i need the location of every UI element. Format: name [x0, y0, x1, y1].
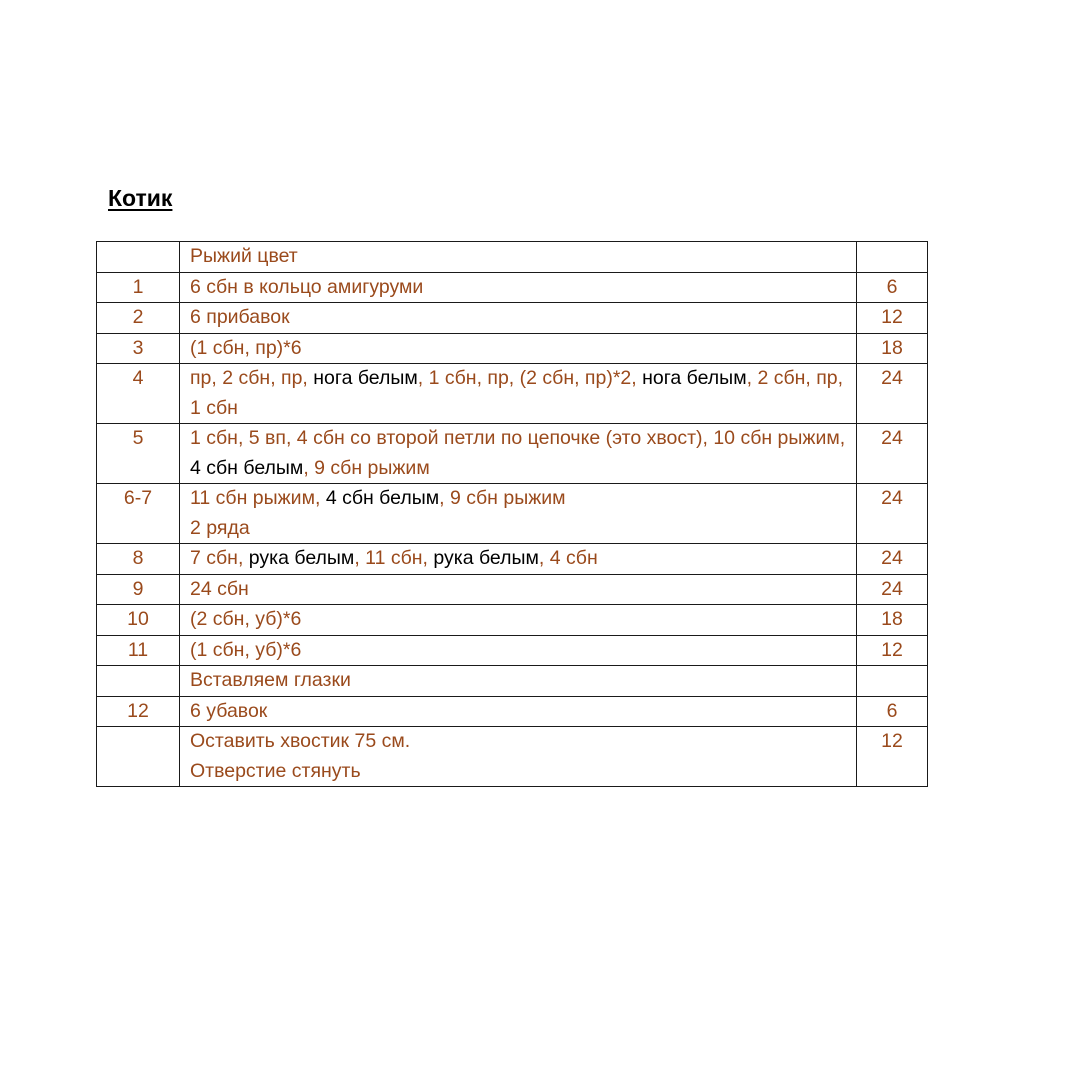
stitch-count-cell: 18 [857, 333, 928, 364]
instruction-cell [180, 635, 857, 666]
instruction-cell [180, 484, 857, 544]
orange-yarn-text: 6 убавок [190, 699, 268, 722]
orange-yarn-text: , 4 сбн [538, 547, 598, 569]
table-row [97, 242, 928, 273]
stitch-count-cell: 24 [857, 364, 928, 424]
stitch-count-cell [857, 666, 928, 697]
white-yarn-text: нога белым [313, 367, 418, 389]
orange-yarn-text: (2 сбн, уб)*6 [190, 608, 302, 630]
orange-yarn-text: 6 прибавок [190, 306, 290, 328]
row-number-cell [97, 666, 180, 697]
table-row [97, 666, 928, 697]
row-number-cell: 3 [97, 333, 180, 364]
stitch-count-cell: 18 [857, 605, 928, 636]
instruction-cell [180, 364, 857, 424]
row-number-cell: 9 [97, 574, 180, 605]
orange-yarn-text: , 9 сбн рыжим [439, 487, 566, 509]
orange-yarn-text: 2 ряда [190, 516, 250, 539]
orange-yarn-text: 6 сбн в кольцо амигуруми [190, 275, 424, 298]
instruction-cell [180, 544, 857, 575]
stitch-count-cell: 24 [857, 574, 928, 605]
stitch-count-cell: 24 [857, 544, 928, 575]
stitch-count-cell: 12 [857, 303, 928, 334]
orange-yarn-text: 1 сбн, 5 вп, 4 сбн со второй петли по цепочке (это хвост), 10 сбн рыжим, [190, 427, 846, 449]
instruction-cell [180, 574, 857, 605]
white-yarn-text: 4 сбн белым [190, 456, 304, 479]
table-row [97, 544, 928, 575]
row-number-cell: 12 [97, 696, 180, 727]
orange-yarn-text: , 9 сбн рыжим [303, 456, 430, 479]
instruction-cell [180, 666, 857, 697]
white-yarn-text: рука белым [248, 547, 355, 569]
stitch-count-cell: 6 [857, 272, 928, 303]
instruction-cell [180, 303, 857, 334]
orange-yarn-text: , 1 сбн, пр, (2 сбн, пр)*2, [417, 367, 643, 389]
orange-yarn-text: (1 сбн, уб)*6 [190, 638, 302, 661]
table-row [97, 696, 928, 727]
instruction-cell [180, 242, 857, 273]
table-row [97, 303, 928, 334]
pattern-table [96, 241, 928, 787]
row-number-cell: 8 [97, 544, 180, 575]
stitch-count-cell [857, 242, 928, 273]
instruction-cell [180, 727, 857, 787]
row-number-cell [97, 727, 180, 787]
row-number-cell: 5 [97, 424, 180, 484]
orange-yarn-text: 7 сбн, [190, 547, 249, 569]
instruction-cell [180, 333, 857, 364]
table-row [97, 364, 928, 424]
table-row [97, 484, 928, 544]
stitch-count-cell: 24 [857, 424, 928, 484]
row-number-cell [97, 242, 180, 273]
orange-yarn-text: 11 сбн рыжим, [190, 487, 326, 509]
orange-yarn-text: Вставляем глазки [190, 669, 351, 691]
table-row [97, 574, 928, 605]
orange-yarn-text: , 11 сбн, [354, 547, 434, 569]
instruction-cell [180, 272, 857, 303]
row-number-cell: 11 [97, 635, 180, 666]
instruction-cell [180, 696, 857, 727]
row-number-cell: 10 [97, 605, 180, 636]
orange-yarn-text: (1 сбн, пр)*6 [190, 336, 302, 359]
stitch-count-cell: 24 [857, 484, 928, 544]
row-number-cell: 2 [97, 303, 180, 334]
table-row [97, 727, 928, 787]
orange-yarn-text: 24 сбн [190, 577, 249, 600]
pattern-table-body [97, 242, 928, 787]
instruction-cell [180, 424, 857, 484]
table-row [97, 635, 928, 666]
row-number-cell: 4 [97, 364, 180, 424]
stitch-count-cell: 12 [857, 635, 928, 666]
white-yarn-text: нога белым [642, 367, 747, 389]
table-row [97, 333, 928, 364]
page-title: Котик [108, 185, 173, 211]
table-row [97, 424, 928, 484]
orange-yarn-text: Отверстие стянуть [190, 759, 361, 782]
orange-yarn-text: , 2 сбн, пр, 1 сбн [190, 367, 844, 419]
orange-yarn-text: Рыжий цвет [190, 245, 298, 267]
table-row [97, 272, 928, 303]
table-row [97, 605, 928, 636]
row-number-cell: 6-7 [97, 484, 180, 544]
stitch-count-cell: 6 [857, 696, 928, 727]
orange-yarn-text: пр, 2 сбн, пр, [190, 367, 314, 389]
orange-yarn-text: Оставить хвостик 75 см. [190, 730, 411, 752]
white-yarn-text: 4 сбн белым [325, 487, 440, 509]
instruction-cell [180, 605, 857, 636]
stitch-count-cell: 12 [857, 727, 928, 787]
row-number-cell: 1 [97, 272, 180, 303]
white-yarn-text: рука белым [433, 547, 539, 569]
